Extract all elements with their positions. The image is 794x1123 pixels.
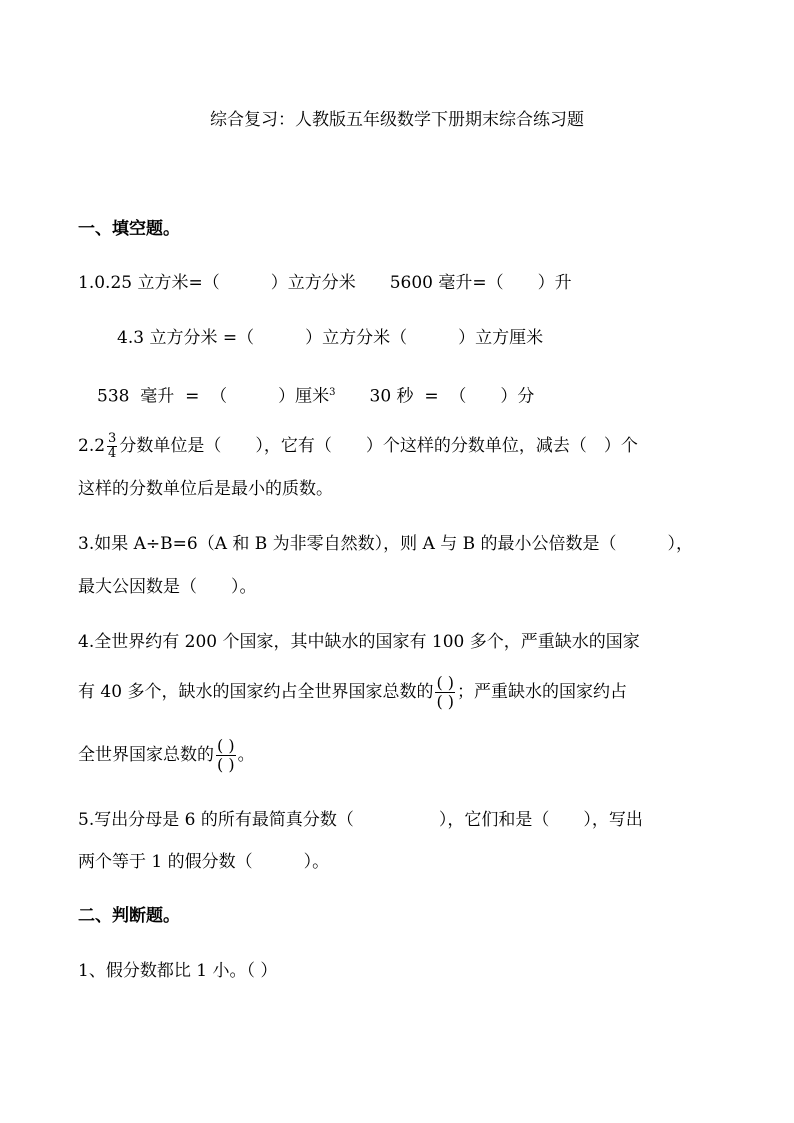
q5-line2: 两个等于 1 的假分数（ ）。	[78, 852, 330, 872]
q4-blank-fraction-1	[435, 674, 455, 711]
q4-line1: 4.全世界约有 200 个国家，其中缺水的国家有 100 多个，严重缺水的国家	[78, 632, 640, 652]
q2-fraction-numerator: 3	[108, 431, 117, 446]
blank-denominator: ( )	[217, 755, 235, 774]
page-title: 综合复习：人教版五年级数学下册期末综合练习题	[210, 110, 584, 130]
q5-line1: 5.写出分母是 6 的所有最简真分数（ ），它们和是（ ），写出	[78, 810, 643, 830]
q4-line2-part-a: 有 40 多个，缺水的国家约占全世界国家总数的	[78, 682, 434, 702]
blank-numerator: ( )	[436, 673, 455, 692]
cubic-superscript: 3	[329, 387, 336, 398]
q2-line2: 这样的分数单位后是最小的质数。	[78, 479, 333, 499]
q3-line1: 3.如果 A÷B=6（A 和 B 为非零自然数），则 A 与 B 的最小公倍数是（ ），	[78, 534, 694, 554]
q1-line3-part-b: 30 秒 = （ ）分	[335, 386, 535, 407]
q4-blank-fraction-2	[216, 737, 236, 774]
q4-line3-part-a: 全世界国家总数的	[78, 745, 214, 765]
q4-line2-part-b: ；严重缺水的国家约占	[457, 682, 628, 702]
q2-fraction-denominator: 4	[108, 446, 117, 461]
blank-denominator: ( )	[436, 692, 455, 711]
q2-prefix: 2.2	[78, 436, 106, 456]
blank-numerator: ( )	[217, 736, 235, 755]
judgement-item-1: 1、假分数都比 1 小。（ ）	[78, 961, 278, 981]
q4-line3	[78, 737, 255, 774]
q2-line1	[78, 432, 638, 461]
q2-fraction	[107, 432, 117, 461]
q1-line3-part-a: 538 毫升 = （ ）厘米	[97, 386, 330, 407]
section-fill-in-heading: 一、填空题。	[78, 219, 180, 239]
q1-line2: 4.3 立方分米 =（ ）立方分米（ ）立方厘米	[117, 328, 544, 348]
q4-line2	[78, 674, 627, 711]
q1-line3	[97, 382, 534, 408]
q1-line1: 1.0.25 立方米=（ ）立方分米 5600 毫升=（ ）升	[78, 273, 572, 293]
q2-rest: 分数单位是（ ），它有（ ）个这样的分数单位，减去（ ）个	[119, 436, 638, 456]
q3-line2: 最大公因数是（ ）。	[78, 577, 257, 597]
q4-line3-part-b: 。	[237, 745, 255, 765]
section-judgement-heading: 二、判断题。	[78, 906, 180, 926]
